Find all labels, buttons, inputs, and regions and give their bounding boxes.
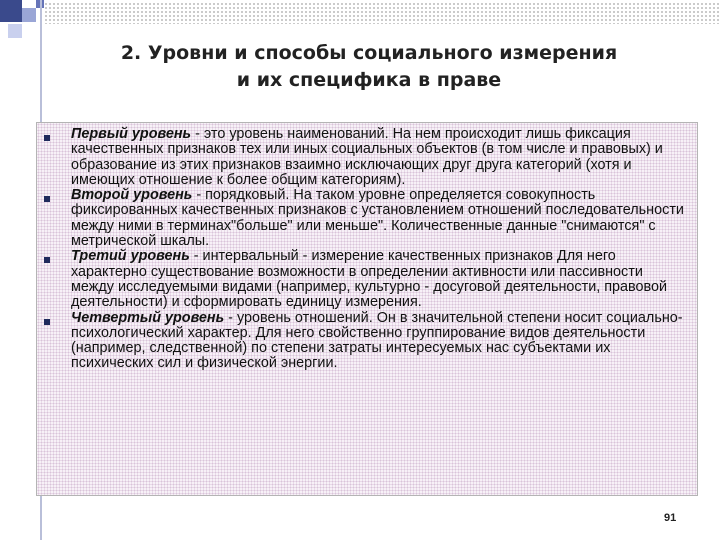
item-text [71, 188, 687, 249]
item-description: - порядковый. На таком уровне определяется совокупность фиксированных качественных признаков с установлением отношений последовательности между ними в терминах"больше" или меньше". Количественные данные "снимаются" с метрической шкалы. [71, 187, 684, 250]
slide-title-line-2: и их специфика в праве [236, 69, 502, 91]
list-item [37, 311, 697, 372]
content-box [36, 122, 698, 496]
list-item [37, 188, 697, 249]
item-description: - уровень отношений. Он в значительной степени носит социально-психологический характер. Для него свойственно группирование видов деятельности (например, следственной) по степени затраты интересуемых нас субъектами их психических сил и физической энергии. [71, 309, 683, 372]
item-description: - интервальный - измерение качественных признаков Для него характерно существование возможности в определении активности или пассивности между исследуемыми видами (например, культурно - досуговой деятельности, правовой деятельности) и сформировать единицу измерения. [71, 248, 668, 311]
item-term: Четвертый уровень [71, 309, 225, 326]
item-term: Третий уровень [71, 248, 190, 265]
square-bullet-icon [44, 135, 50, 141]
decor-square [22, 8, 36, 22]
square-bullet-icon [44, 319, 50, 325]
decor-square [8, 24, 22, 38]
item-term: Первый уровень [71, 126, 192, 142]
item-description: - это уровень наименований. На нем происходит лишь фиксация качественных признаков тех или иных социальных объектов (в том числе и правовых) и образование из этих признаков взаимно исключающих друг друга категорий (хотя и имеющих отношение к более общим категориям). [71, 126, 663, 188]
square-bullet-icon [44, 196, 50, 202]
slide-title [44, 40, 694, 94]
list-item [37, 127, 697, 188]
square-bullet-icon [44, 257, 50, 263]
page-number: 91 [664, 512, 677, 524]
list-item [37, 249, 697, 310]
dotted-header-band [44, 2, 720, 24]
slide-title-line-1: 2. Уровни и способы социального измерения [120, 42, 618, 64]
decor-square [0, 0, 22, 22]
item-term: Второй уровень [71, 187, 193, 204]
item-text [71, 311, 687, 372]
bullet-list [37, 127, 697, 372]
item-text [71, 127, 687, 188]
item-text [71, 249, 687, 310]
